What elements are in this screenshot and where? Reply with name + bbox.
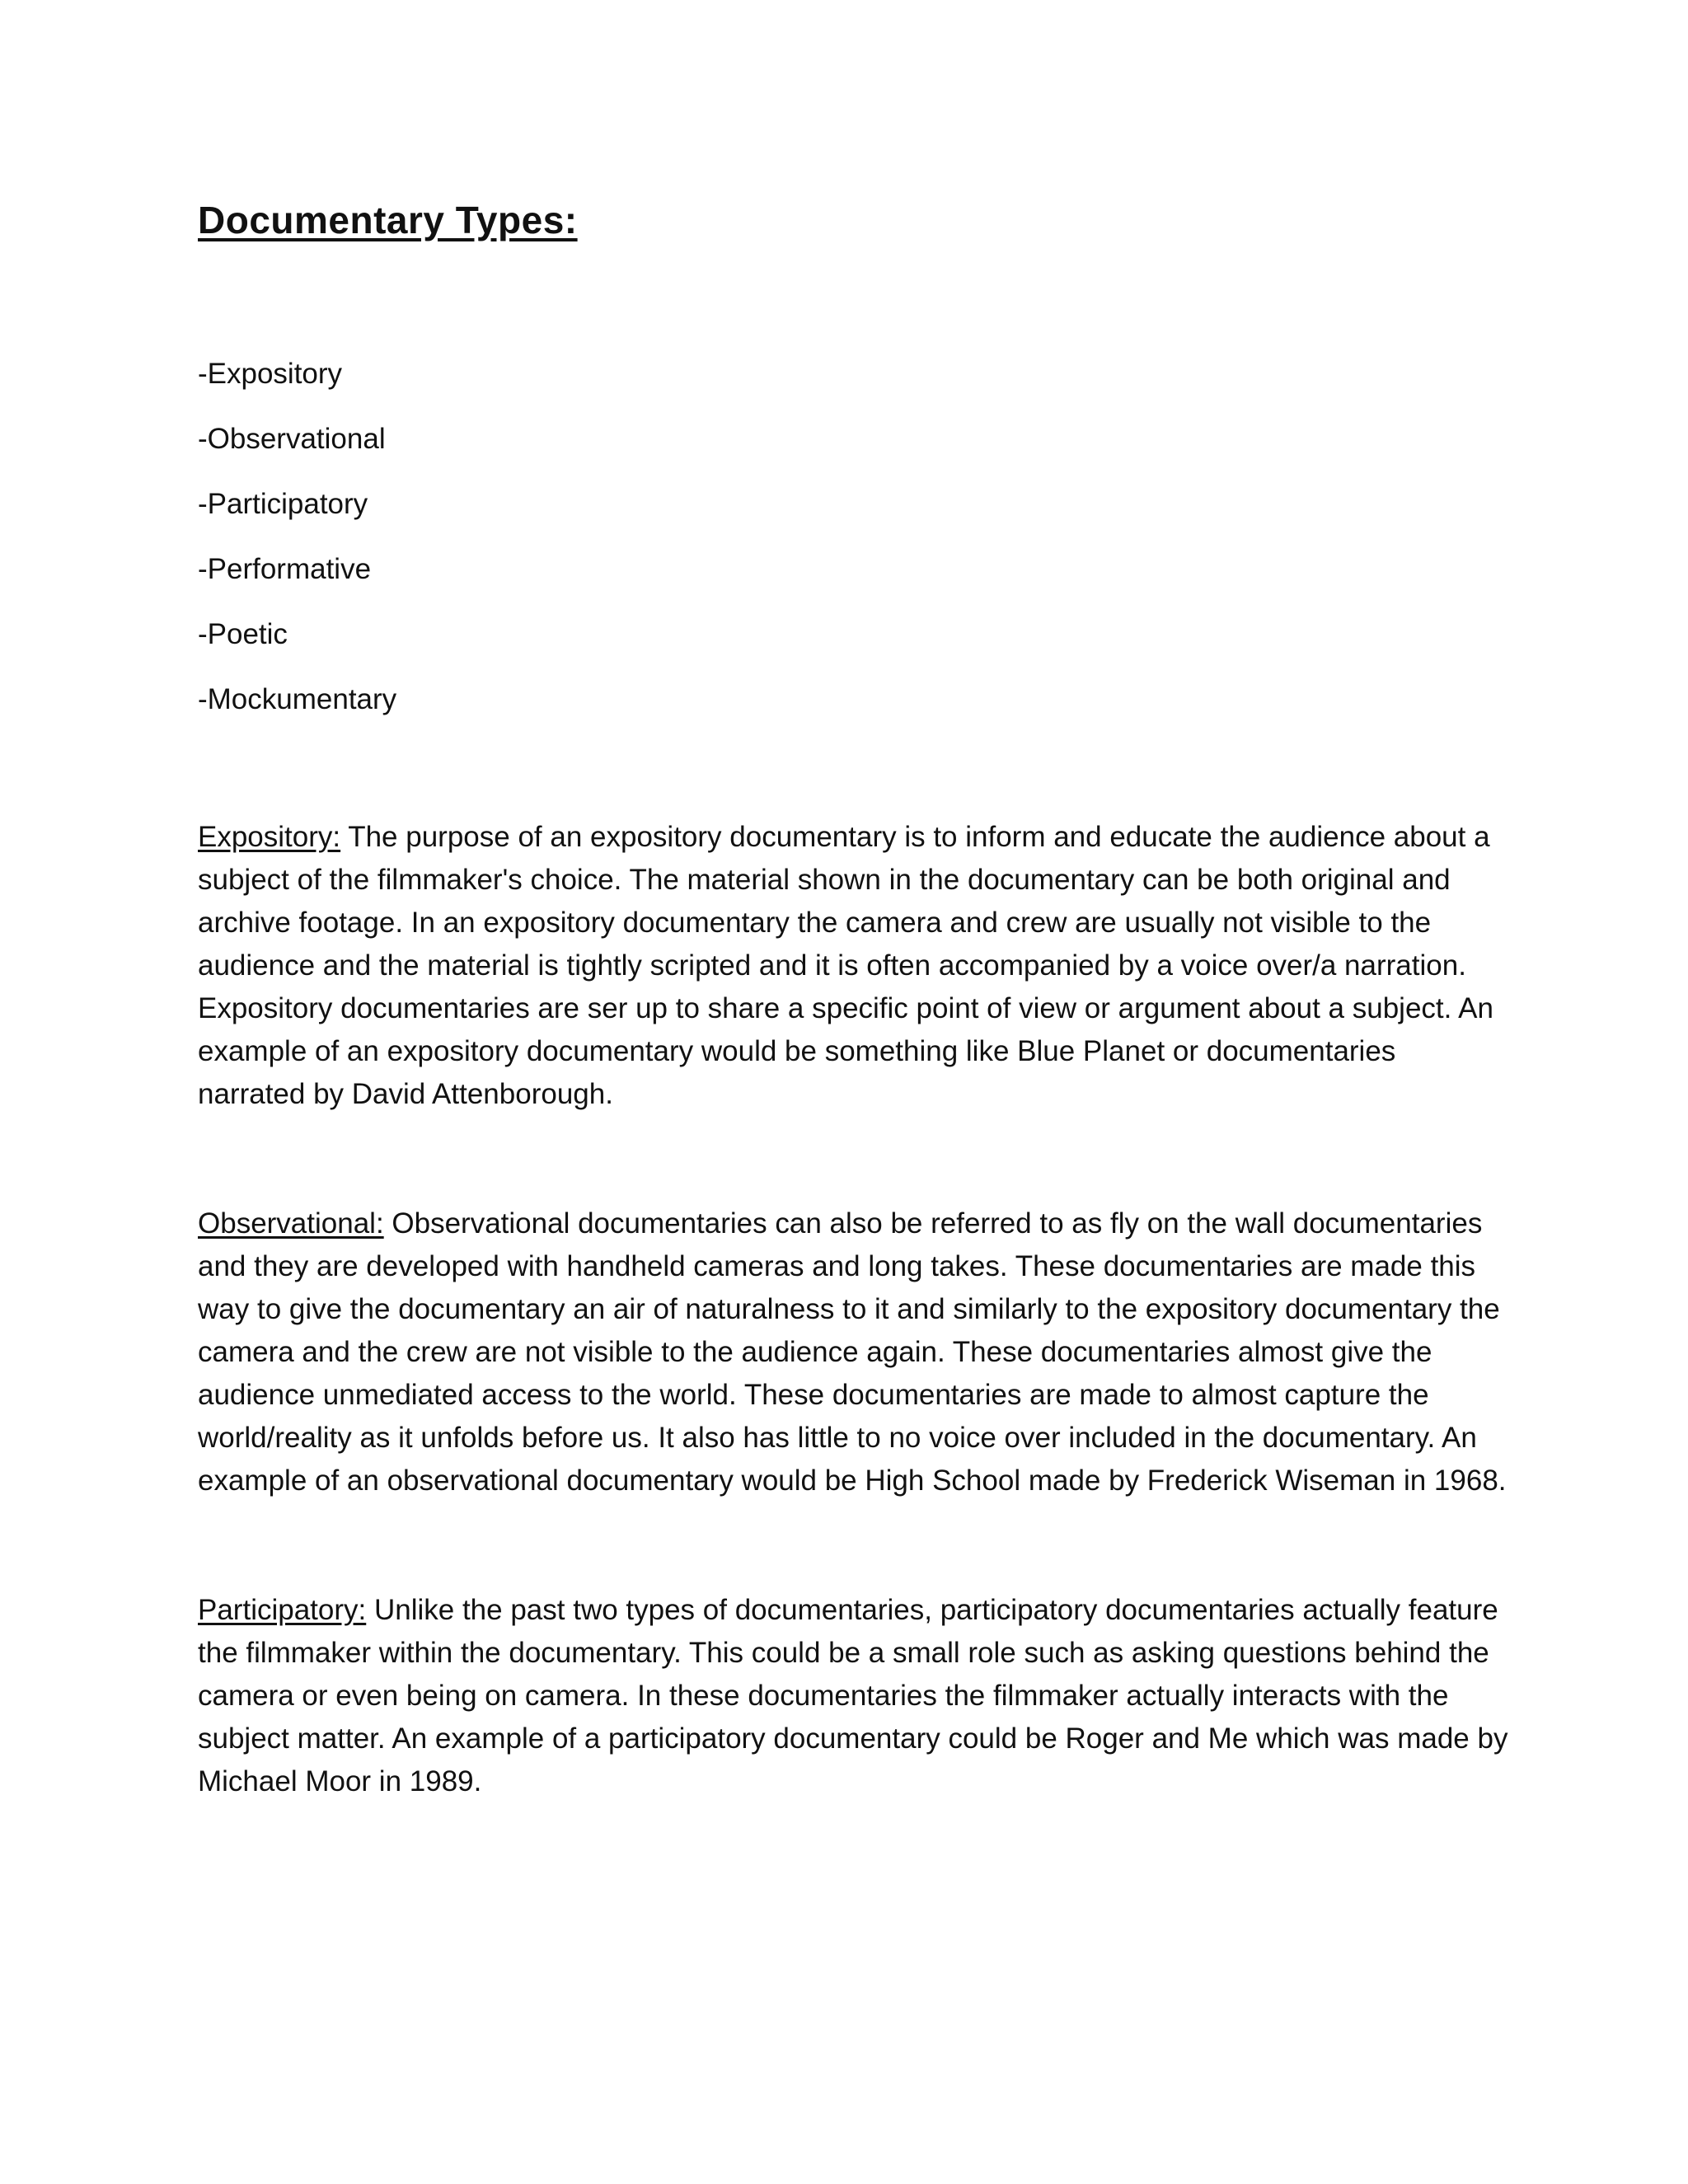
section-body-observational: Observational documentaries can also be referred to as fly on the wall documentaries and they are developed with handheld cameras and long takes. These documentaries are made this way to give the documentary an air of naturalness to it and similarly to the expository documentary the camera and the crew are not visible to the audience again. These documentaries almost give the audience unmediated access to the world. These documentaries are made to almost capture the world/reality as it unfolds before us. It also has little to no voice over included in the documentary. An example of an observational documentary would be High School made by Frederick Wiseman in 1968. bbox=[198, 1207, 1507, 1497]
section-expository bbox=[198, 816, 1508, 1116]
section-heading-participatory: Participatory: bbox=[198, 1594, 367, 1626]
type-item-expository: -Expository bbox=[198, 358, 343, 390]
section-heading-observational: Observational: bbox=[198, 1207, 384, 1240]
documentary-type-list bbox=[198, 341, 1508, 732]
type-item-mockumentary: -Mockumentary bbox=[198, 683, 397, 715]
type-item-observational: -Observational bbox=[198, 423, 386, 455]
type-item-participatory: -Participatory bbox=[198, 488, 368, 520]
section-participatory bbox=[198, 1589, 1508, 1803]
section-heading-expository: Expository: bbox=[198, 821, 341, 853]
section-observational bbox=[198, 1202, 1508, 1502]
type-item-performative: -Performative bbox=[198, 553, 372, 585]
section-body-expository: The purpose of an expository documentary is to inform and educate the audience about a subject of the filmmaker's choice. The material shown in the documentary can be both original and archive footage. In an expository documentary the camera and crew are usually not visible to the audience and the material is tightly scripted and it is often accompanied by a voice over/a narration. Expository documentaries are ser up to share a specific point of view or argument about a subject. An example of an expository documentary would be something like Blue Planet or documentaries narrated by David Attenborough. bbox=[198, 821, 1493, 1110]
document-title: Documentary Types: bbox=[198, 199, 578, 241]
type-item-poetic: -Poetic bbox=[198, 618, 288, 650]
document-content bbox=[198, 196, 1508, 1803]
section-body-participatory: Unlike the past two types of documentaries, participatory documentaries actually feature the filmmaker within the documentary. This could be a small role such as asking questions behind the camera or even being on camera. In these documentaries the filmmaker actually interacts with the subject matter. An example of a participatory documentary could be Roger and Me which was made by Michael Moor in 1989. bbox=[198, 1594, 1508, 1797]
